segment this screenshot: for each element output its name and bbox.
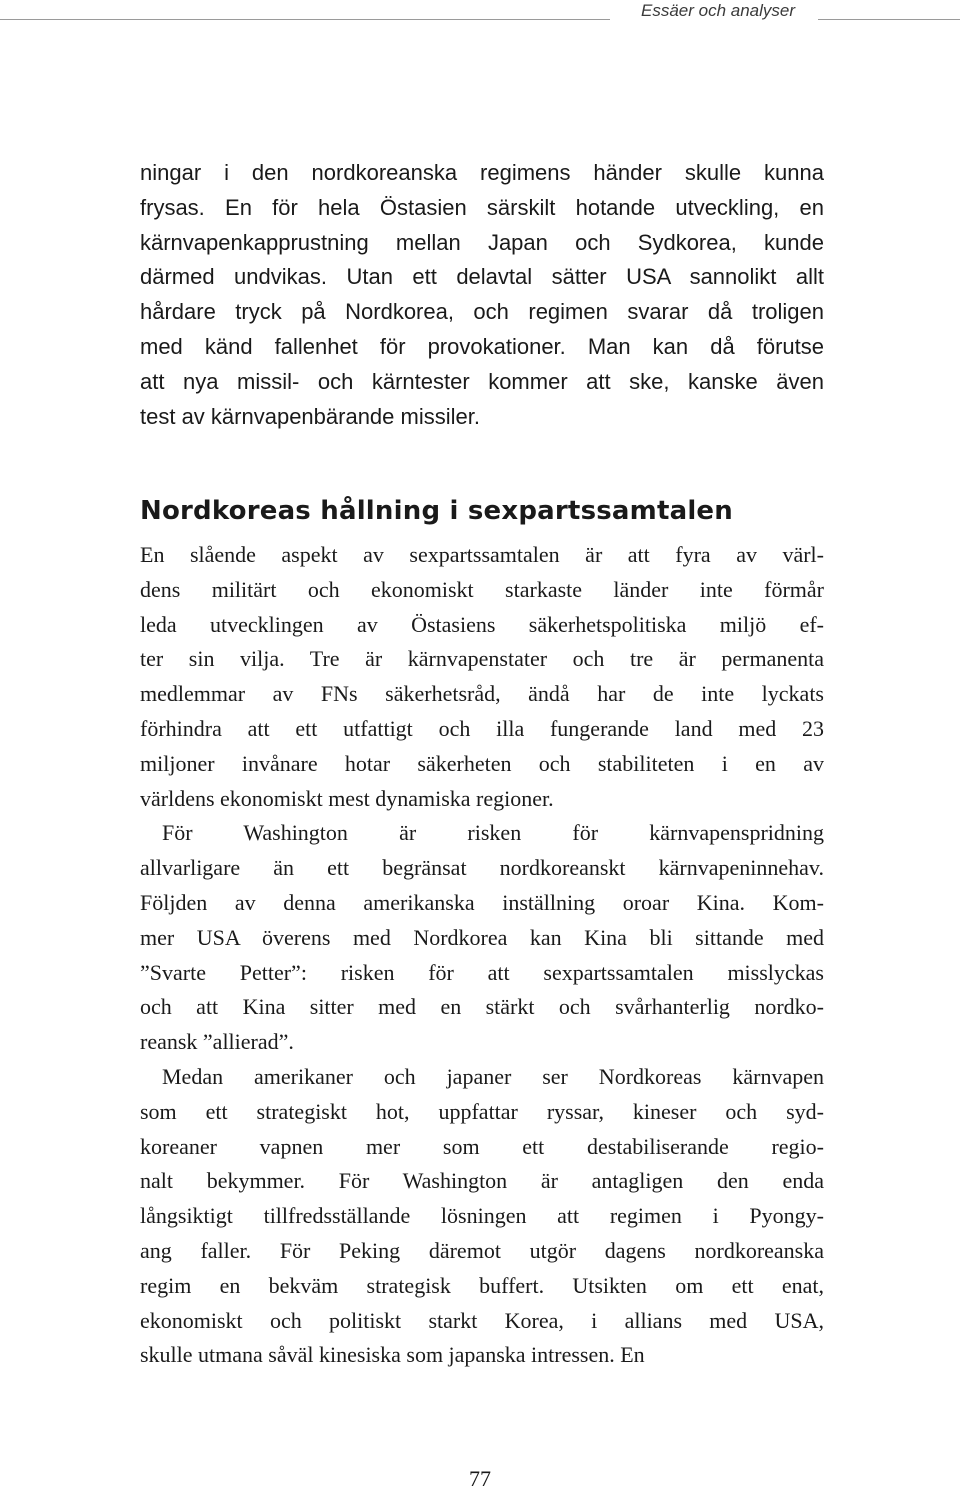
text-line: hårdare tryck på Nordkorea, och regimen svarar då troligen bbox=[140, 299, 824, 325]
text-line: miljoner invånare hotar säkerheten och stabiliteten i en av bbox=[140, 750, 824, 776]
text-line: förhindra att ett utfattigt och illa fungerande land med 23 bbox=[140, 715, 824, 741]
text-line: världens ekonomiskt mest dynamiska regioner. bbox=[140, 785, 554, 811]
text-line: medlemmar av FNs säkerhetsråd, ändå har de inte lyckats bbox=[140, 681, 824, 707]
running-title: Essäer och analyser bbox=[641, 1, 796, 20]
text-line: ekonomiskt och politiskt starkt Korea, i allians med USA, bbox=[140, 1307, 824, 1333]
paragraph bbox=[140, 1060, 824, 1373]
text-line: att nya missil- och kärntester kommer att ske, kanske även bbox=[140, 368, 824, 394]
text-line: kärnvapenkapprustning mellan Japan och Sydkorea, kunde bbox=[140, 229, 824, 255]
text-line: nalt bekymmer. För Washington är antagligen den enda bbox=[140, 1168, 824, 1194]
text-line: regim en bekväm strategisk buffert. Utsikten om ett enat, bbox=[140, 1272, 824, 1298]
text-line: frysas. En för hela Östasien särskilt hotande utveckling, en bbox=[140, 194, 824, 220]
text-line: test av kärnvapenbärande missiler. bbox=[140, 403, 480, 429]
continuation-paragraph bbox=[140, 156, 824, 434]
header-rule-left bbox=[0, 19, 610, 20]
text-line: därmed undvikas. Utan ett delavtal sätter USA sannolikt allt bbox=[140, 264, 824, 290]
article-section bbox=[140, 494, 824, 1373]
text-line: ter sin vilja. Tre är kärnvapenstater och tre är permanenta bbox=[140, 646, 824, 672]
text-line: reansk ”allierad”. bbox=[140, 1029, 294, 1055]
text-line: dens militärt och ekonomiskt starkaste länder inte förmår bbox=[140, 576, 824, 602]
text-line: ningar i den nordkoreanska regimens händer skulle kunna bbox=[140, 160, 824, 185]
text-line: En slående aspekt av sexpartssamtalen är att fyra av värl- bbox=[140, 542, 824, 567]
text-line: långsiktigt tillfredsställande lösningen att regimen i Pyongy- bbox=[140, 1203, 824, 1229]
text-line: skulle utmana såväl kinesiska som japanska intressen. En bbox=[140, 1342, 645, 1368]
text-line: koreaner vapnen mer som ett destabiliserande regio- bbox=[140, 1133, 824, 1159]
text-line: ang faller. För Peking däremot utgör dagens nordkoreanska bbox=[140, 1237, 824, 1263]
section-heading: Nordkoreas hållning i sexpartssamtalen bbox=[140, 496, 733, 526]
running-header bbox=[0, 0, 960, 30]
text-line: som ett strategiskt hot, uppfattar ryssar, kineser och syd- bbox=[140, 1098, 824, 1124]
header-rule-right bbox=[818, 19, 960, 20]
text-line: ”Svarte Petter”: risken för att sexpartssamtalen misslyckas bbox=[140, 959, 824, 985]
text-line: allvarligare än ett begränsat nordkoreanskt kärnvapeninnehav. bbox=[140, 855, 824, 881]
page-number: 77 bbox=[469, 1466, 491, 1491]
text-line: mer USA överens med Nordkorea kan Kina bli sittande med bbox=[140, 924, 824, 950]
text-line: Medan amerikaner och japaner ser Nordkoreas kärnvapen bbox=[162, 1063, 824, 1089]
paragraph bbox=[140, 816, 824, 1060]
paragraph bbox=[140, 156, 824, 434]
text-line: leda utvecklingen av Östasiens säkerhetspolitiska miljö ef- bbox=[140, 611, 824, 637]
paragraph bbox=[140, 538, 824, 816]
text-line: Följden av denna amerikanska inställning oroar Kina. Kom- bbox=[140, 889, 824, 915]
text-line: För Washington är risken för kärnvapenspridning bbox=[162, 820, 824, 846]
text-line: med känd fallenhet för provokationer. Man kan då förutse bbox=[140, 333, 824, 359]
text-line: och att Kina sitter med en stärkt och svårhanterlig nordko- bbox=[140, 994, 824, 1020]
